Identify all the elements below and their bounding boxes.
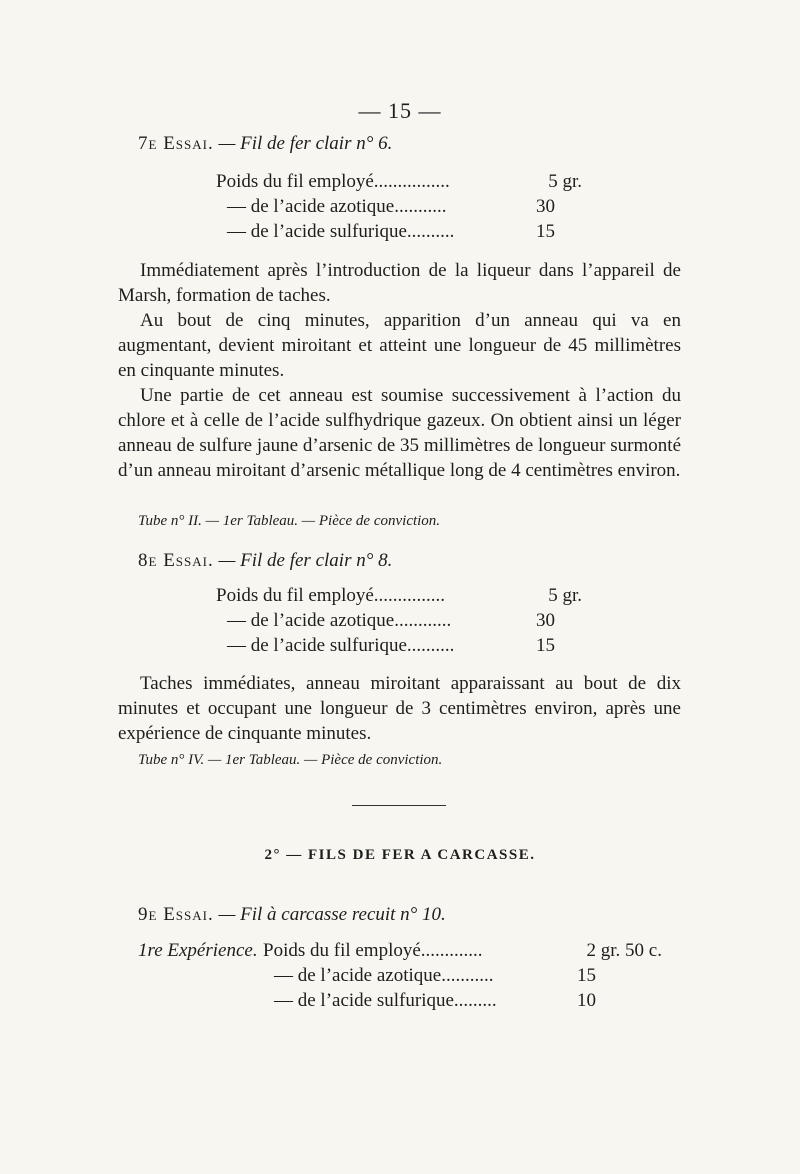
essai-8-row-poids-label: Poids du fil employé............... <box>216 585 446 606</box>
essai-8-row-sulfurique-label: — de l’acide sulfurique.......... <box>227 635 455 656</box>
essai-9-row-azotique-label: — de l’acide azotique........... <box>274 965 494 986</box>
essai-9-label: 9e Essai. <box>138 904 214 925</box>
essai-9-row-sulfurique-value: 10 <box>577 990 596 1011</box>
essai-7-paragraph-1: Immédiatement après l’introduction de la liqueur dans l’appareil de Marsh, formation de taches. <box>118 260 681 306</box>
essai-7-heading <box>138 133 392 155</box>
essai-8-paragraph: Taches immédiates, anneau miroitant apparaissant au bout de dix minutes et occupant une longueur de 3 centimètres environ, après une expérience de cinquante minutes. <box>118 673 681 744</box>
page-number: — 15 — <box>358 98 442 123</box>
essai-7-reference: Tube n° II. — 1er Tableau. — Pièce de conviction. <box>138 513 441 529</box>
essai-8-row-sulfurique-value: 15 <box>536 635 555 656</box>
essai-8-row-poids-value: 5 gr. <box>548 585 582 606</box>
essai-9-experience-label: 1re Expérience. <box>138 940 258 961</box>
essai-9-row-poids-label: Poids du fil employé............. <box>263 940 483 961</box>
essai-7-body <box>118 258 681 483</box>
essai-7-row-azotique-label: — de l’acide azotique........... <box>227 196 447 217</box>
essai-8-reference: Tube n° IV. — 1er Tableau. — Pièce de conviction. <box>138 752 443 768</box>
essai-9-row-poids-value: 2 gr. 50 c. <box>586 940 662 961</box>
essai-9-row-azotique-value: 15 <box>577 965 596 986</box>
essai-7-paragraph-2: Au bout de cinq minutes, apparition d’un anneau qui va en augmentant, devient miroitant et atteint une longueur de 45 millimètres en cinquante minutes. <box>118 310 681 381</box>
essai-7-row-poids-value: 5 gr. <box>548 171 582 192</box>
essai-7-row-azotique-value: 30 <box>536 196 555 217</box>
essai-7-title: — Fil de fer clair n° 6. <box>218 133 393 154</box>
essai-7-label: 7e Essai. <box>138 133 214 154</box>
essai-8-heading <box>138 550 392 572</box>
essai-8-body <box>118 671 681 746</box>
section-divider <box>352 805 446 806</box>
essai-7-row-sulfurique-value: 15 <box>536 221 555 242</box>
essai-8-title: — Fil de fer clair n° 8. <box>218 550 393 571</box>
essai-7-row-poids-label: Poids du fil employé................ <box>216 171 450 192</box>
essai-7-row-sulfurique-label: — de l’acide sulfurique.......... <box>227 221 455 242</box>
essai-8-row-azotique-label: — de l’acide azotique............ <box>227 610 452 631</box>
essai-7-paragraph-3: Une partie de cet anneau est soumise successivement à l’action du chlore et à celle de l’acide sulfhydrique gazeux. On obtient ainsi un léger anneau de sulfure jaune d’arsenic de 35 millimètres de longueur surmonté d’un anneau miroitant d’arsenic métallique long de 4 centimètres environ. <box>118 385 681 481</box>
essai-9-heading <box>138 904 446 926</box>
essai-8-row-azotique-value: 30 <box>536 610 555 631</box>
essai-9-row-sulfurique-label: — de l’acide sulfurique......... <box>274 990 497 1011</box>
essai-9-title: — Fil à carcasse recuit n° 10. <box>218 904 446 925</box>
section-title: 2° — FILS DE FER A CARCASSE. <box>264 847 536 863</box>
essai-8-label: 8e Essai. <box>138 550 214 571</box>
